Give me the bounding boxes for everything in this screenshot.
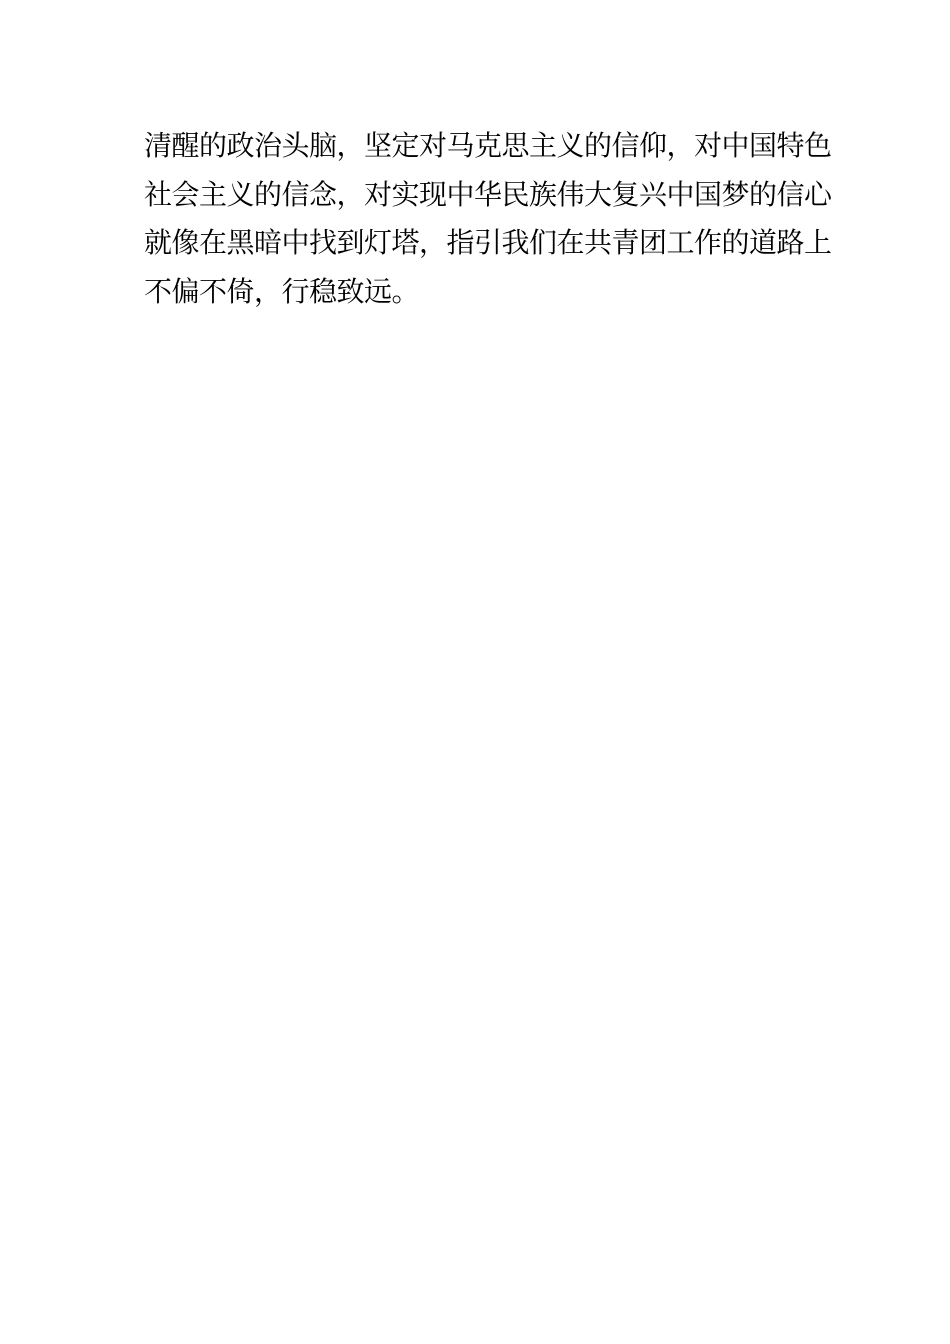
text-line: 不偏不倚，行稳致远。 [144,275,420,307]
text-line: 清醒的政治头脑，坚定对马克思主义的信仰，对中国特色 [144,130,832,161]
text-line: 社会主义的信念，对实现中华民族伟大复兴中国梦的信心 [144,178,832,210]
paragraph [144,122,844,316]
text-line: 就像在黑暗中找到灯塔，指引我们在共青团工作的道路上 [144,227,832,259]
